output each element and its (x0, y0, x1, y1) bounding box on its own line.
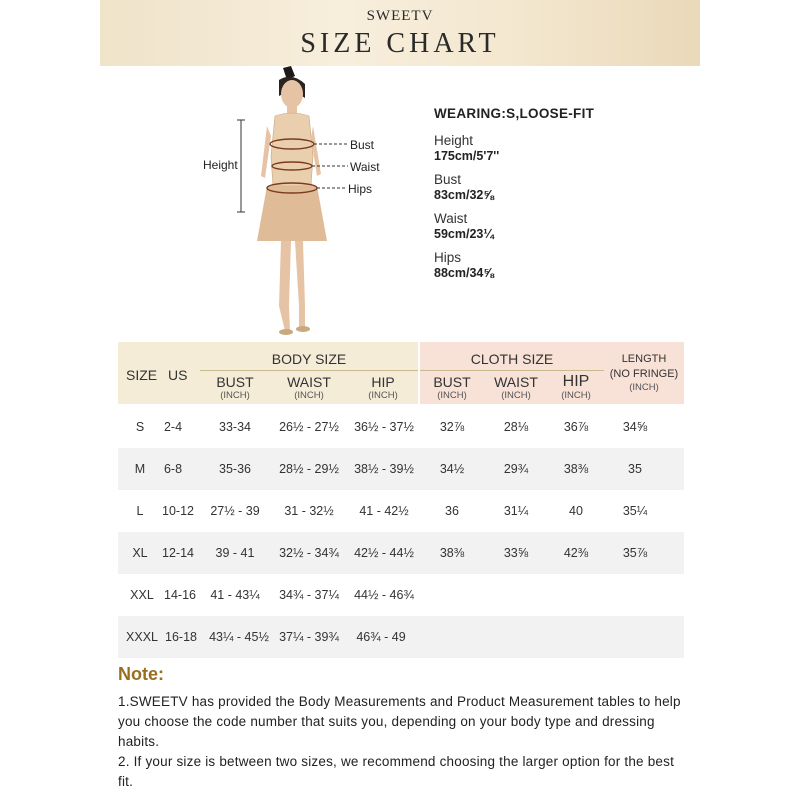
cloth-hip-cell: 40 (569, 504, 583, 518)
wearing-label: Hips (434, 250, 462, 265)
length-unit: (INCH) (629, 382, 659, 393)
body-bust-cell: 27½ - 39 (210, 504, 260, 518)
size-cell: S (135, 420, 145, 434)
size-cell: L (136, 504, 144, 518)
model-figure (195, 66, 415, 341)
body-bust-cell: 43¼ - 45½ (209, 630, 269, 644)
table-row (118, 406, 684, 448)
cloth-bust-cell: 38⅜ (439, 546, 465, 560)
body-waist-header (270, 374, 348, 402)
us-cell: 12-14 (162, 546, 194, 560)
table-row (118, 490, 684, 532)
cloth-hip-cell: 42⅜ (563, 546, 589, 560)
us-cell: 2-4 (163, 420, 183, 434)
length-cell: 35¼ (622, 504, 648, 518)
body-bust-cell: 41 - 43¼ (210, 588, 260, 602)
length-cell: 34⅝ (622, 420, 648, 434)
cloth-bust-cell (420, 574, 484, 616)
cloth-size-header (420, 342, 604, 404)
column-name: BUST (216, 374, 254, 390)
divider (200, 370, 418, 371)
table-row (118, 616, 684, 658)
note-item: 2. If your size is between two sizes, we recommend choosing the larger option for the best fit. (118, 754, 675, 789)
cloth-size-title: CLOTH SIZE (470, 351, 554, 367)
wearing-value: 83cm/32⅝ (434, 188, 494, 202)
cloth-hip-cell: 36⅞ (563, 420, 589, 434)
cloth-bust-cell: 34½ (439, 462, 465, 476)
length-title (604, 352, 684, 382)
column-unit: (INCH) (437, 390, 467, 401)
note-title: Note: (118, 664, 164, 684)
cloth-hip-cell (548, 574, 604, 616)
model-body (257, 80, 327, 335)
wearing-value: 59cm/23¼ (434, 227, 494, 241)
column-unit: (INCH) (561, 390, 591, 401)
bust-label: Bust (350, 138, 375, 152)
body-waist-cell: 26½ - 27½ (279, 420, 339, 434)
divider (420, 370, 604, 371)
column-name: HIP (371, 374, 395, 390)
size-cell: M (134, 462, 146, 476)
length-cell (604, 574, 666, 616)
cloth-hip-cell: 38⅜ (563, 462, 589, 476)
wearing-bust (434, 172, 594, 202)
size-cell: XL (132, 546, 148, 560)
hips-label: Hips (348, 182, 373, 196)
table-row (118, 532, 684, 574)
page-title: SIZE CHART (300, 28, 500, 59)
body-waist-cell: 28½ - 29½ (279, 462, 339, 476)
cloth-waist-cell (484, 574, 548, 616)
column-unit: (INCH) (501, 390, 531, 401)
brand-name: SWEETV (366, 8, 434, 24)
length-title-line: LENGTH (621, 353, 667, 365)
body-size-title: BODY SIZE (271, 351, 347, 367)
model-illustration (195, 66, 415, 341)
cloth-waist-cell: 33⅝ (503, 546, 529, 560)
length-cell: 35⅞ (622, 546, 648, 560)
size-header: SIZE (126, 367, 158, 383)
body-bust-cell: 35-36 (219, 462, 251, 476)
column-name: WAIST (287, 374, 331, 390)
wearing-title: WEARING:S,LOOSE-FIT (434, 106, 595, 121)
column-unit: (INCH) (220, 390, 250, 401)
column-name: WAIST (494, 374, 538, 390)
us-cell: 6-8 (163, 462, 183, 476)
body-hip-cell: 44½ - 46¾ (354, 588, 414, 602)
body-bust-cell: 39 - 41 (215, 546, 255, 560)
wearing-value: 175cm/5'7'' (434, 149, 500, 163)
cloth-waist-cell (484, 616, 548, 658)
cloth-bust-cell (420, 616, 484, 658)
us-cell: 10-12 (162, 504, 194, 518)
wearing-hips (434, 250, 594, 280)
length-cell (604, 616, 666, 658)
table-row (118, 448, 684, 490)
wearing-label: Bust (434, 172, 462, 187)
body-hip-cell: 41 - 42½ (359, 504, 409, 518)
body-waist-cell: 34¾ - 37¼ (279, 588, 339, 602)
size-cell: XXXL (126, 630, 158, 644)
length-header (604, 342, 684, 404)
height-label: Height (203, 158, 238, 172)
body-hip-cell: 38½ - 39½ (354, 462, 414, 476)
cloth-waist-cell: 28⅛ (503, 420, 529, 434)
column-name: HIP (562, 373, 590, 390)
body-size-header (200, 342, 418, 404)
wearing-value: 88cm/34⅝ (434, 266, 494, 280)
wearing-waist (434, 211, 594, 241)
wearing-info (434, 106, 594, 289)
cloth-hip-cell (548, 616, 604, 658)
us-cell: 16-18 (165, 630, 197, 644)
column-name: BUST (433, 374, 471, 390)
cloth-waist-header (484, 374, 548, 402)
body-bust-cell: 33-34 (219, 420, 251, 434)
cloth-bust-header (420, 374, 484, 402)
body-hip-cell: 36½ - 37½ (354, 420, 414, 434)
cloth-waist-cell: 29¾ (503, 462, 529, 476)
body-hip-cell: 42½ - 44½ (354, 546, 414, 560)
us-cell: 14-16 (164, 588, 196, 602)
body-waist-cell: 37¼ - 39¾ (279, 630, 339, 644)
size-us-header (118, 342, 200, 404)
body-bust-header (200, 374, 270, 402)
cloth-waist-cell: 31¼ (503, 504, 529, 518)
length-title-line: (NO FRINGE) (609, 368, 679, 380)
cloth-bust-cell: 36 (445, 504, 459, 518)
cloth-bust-cell: 32⅞ (439, 420, 465, 434)
header-banner (100, 0, 700, 66)
body-waist-cell: 32½ - 34¾ (279, 546, 339, 560)
wearing-height (434, 133, 594, 163)
size-cell: XXL (130, 588, 154, 602)
body-hip-cell: 46¾ - 49 (356, 630, 406, 644)
length-cell: 35 (628, 462, 642, 476)
table-row (118, 574, 684, 616)
column-unit: (INCH) (294, 390, 324, 401)
us-header: US (168, 367, 188, 383)
note-item: 1.SWEETV has provided the Body Measurements and Product Measurement tables to help you choose the code number that suits you, depending on your body type and dressing habits. (118, 694, 681, 749)
body-hip-header (348, 374, 418, 402)
wearing-label: Height (434, 133, 474, 148)
body-waist-cell: 31 - 32½ (284, 504, 334, 518)
column-unit: (INCH) (368, 390, 398, 401)
wearing-label: Waist (434, 211, 468, 226)
waist-label: Waist (350, 160, 380, 174)
cloth-hip-header (548, 374, 604, 402)
